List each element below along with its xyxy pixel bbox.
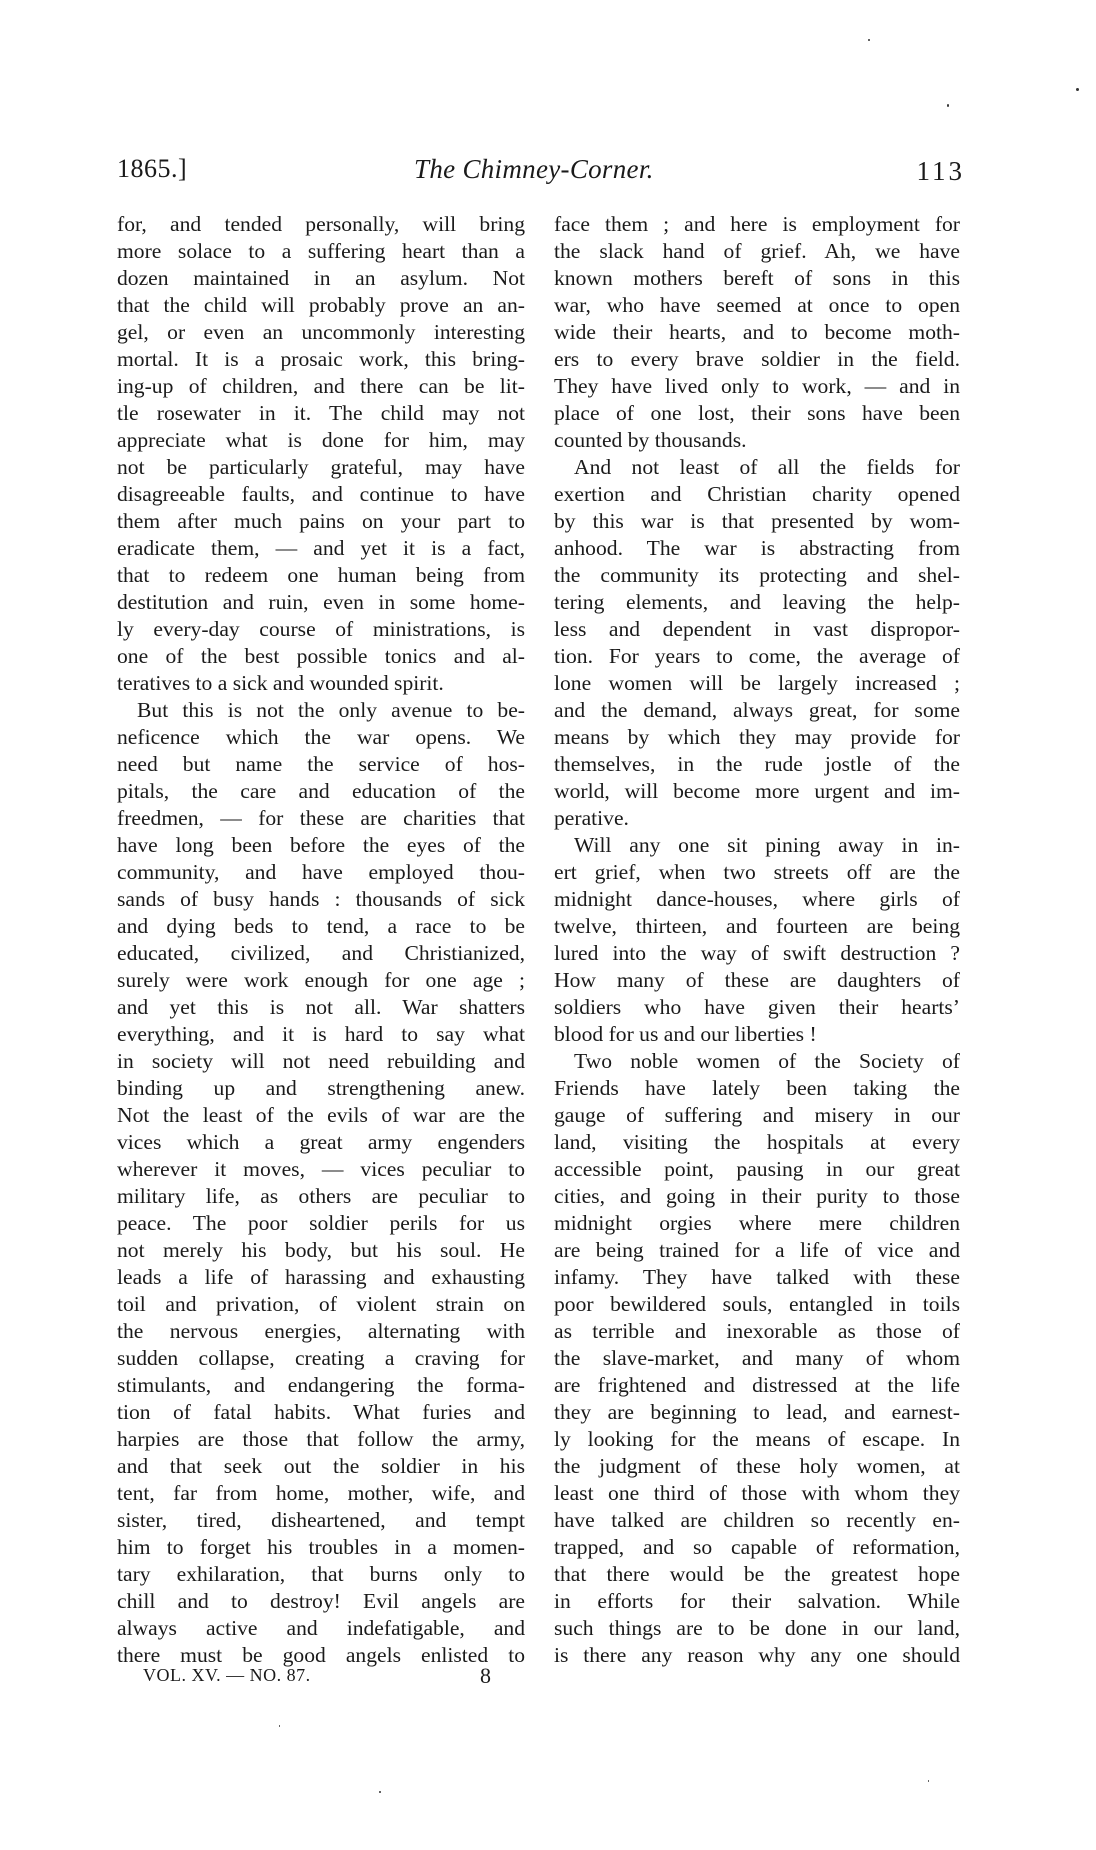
text-line: world, will become more urgent and im-: [554, 779, 960, 803]
text-line: appreciate what is done for him, may: [117, 428, 525, 452]
text-line: teratives to a sick and wounded spirit.: [117, 671, 444, 695]
scan-speck: [868, 39, 870, 41]
text-line: tle rosewater in it. The child may not: [117, 401, 525, 425]
text-line: And not least of all the fields for: [574, 455, 960, 479]
text-line: in efforts for their salvation. While: [554, 1589, 960, 1613]
text-line: mortal. It is a prosaic work, this bring-: [117, 347, 525, 371]
scan-speck: [928, 1780, 929, 1782]
text-line: binding up and strengthening anew.: [117, 1076, 525, 1100]
text-line: pitals, the care and education of the: [117, 779, 525, 803]
text-line: less and dependent in vast dispropor-: [554, 617, 960, 641]
signature-mark: 8: [480, 1663, 491, 1688]
text-line: there must be good angels enlisted to: [117, 1643, 525, 1667]
text-line: sudden collapse, creating a craving for: [117, 1346, 525, 1370]
text-line: tion of fatal habits. What furies and: [117, 1400, 525, 1424]
text-line: are being trained for a life of vice and: [554, 1238, 960, 1262]
text-line: and that seek out the soldier in his: [117, 1454, 525, 1478]
text-line: gel, or even an uncommonly interesting: [117, 320, 525, 344]
text-line: in society will not need rebuilding and: [117, 1049, 525, 1073]
text-line: perative.: [554, 806, 629, 830]
text-line: place of one lost, their sons have been: [554, 401, 960, 425]
text-line: tary exhilaration, that burns only to: [117, 1562, 525, 1586]
text-line: the community its protecting and shel-: [554, 563, 960, 587]
text-line: destitution and ruin, even in some home-: [117, 590, 525, 614]
text-line: Will any one sit pining away in in-: [574, 833, 960, 857]
text-line: anhood. The war is abstracting from: [554, 536, 960, 560]
text-line: ly every-day course of ministrations, is: [117, 617, 525, 641]
left-column: [117, 211, 525, 1669]
text-line: and dying beds to tend, a race to be: [117, 914, 525, 938]
text-line: that to redeem one human being from: [117, 563, 525, 587]
text-line: chill and to destroy! Evil angels are: [117, 1589, 525, 1613]
text-line: wide their hearts, and to become moth-: [554, 320, 960, 344]
text-line: military life, as others are peculiar to: [117, 1184, 525, 1208]
text-line: stimulants, and endangering the forma-: [117, 1373, 525, 1397]
text-line: vices which a great army engenders: [117, 1130, 525, 1154]
text-line: counted by thousands.: [554, 428, 747, 452]
scan-speck: [279, 1725, 280, 1727]
text-line: educated, civilized, and Christianized,: [117, 941, 525, 965]
text-line: eradicate them, — and yet it is a fact,: [117, 536, 525, 560]
text-line: the slack hand of grief. Ah, we have: [554, 239, 960, 263]
text-line: toil and privation, of violent strain on: [117, 1292, 525, 1316]
text-line: harpies are those that follow the army,: [117, 1427, 525, 1451]
text-line: But this is not the only avenue to be-: [137, 698, 525, 722]
text-line: always active and indefatigable, and: [117, 1616, 525, 1640]
text-line: least one third of those with whom they: [554, 1481, 960, 1505]
text-line: tion. For years to come, the average of: [554, 644, 960, 668]
text-line: Two noble women of the Society of: [574, 1049, 960, 1073]
text-line: tent, far from home, mother, wife, and: [117, 1481, 525, 1505]
scan-speck: [947, 104, 949, 107]
text-line: Not the least of the evils of war are the: [117, 1103, 525, 1127]
text-line: ers to every brave soldier in the field.: [554, 347, 960, 371]
scan-speck: [379, 1791, 381, 1793]
text-line: community, and have employed thou-: [117, 860, 525, 884]
text-line: land, visiting the hospitals at every: [554, 1130, 960, 1154]
text-line: need but name the service of hos-: [117, 752, 525, 776]
text-line: such things are to be done in our land,: [554, 1616, 960, 1640]
text-line: trapped, and so capable of reformation,: [554, 1535, 960, 1559]
text-line: the judgment of these holy women, at: [554, 1454, 960, 1478]
text-line: disagreeable faults, and continue to have: [117, 482, 525, 506]
text-line: wherever it moves, — vices peculiar to: [117, 1157, 525, 1181]
text-line: infamy. They have talked with these: [554, 1265, 960, 1289]
text-line: blood for us and our liberties !: [554, 1022, 817, 1046]
text-line: lured into the way of swift destruction ?: [554, 941, 960, 965]
text-line: dozen maintained in an asylum. Not: [117, 266, 525, 290]
right-column: [554, 211, 960, 1669]
text-line: peace. The poor soldier perils for us: [117, 1211, 525, 1235]
text-line: How many of these are daughters of: [554, 968, 960, 992]
running-head: [117, 154, 965, 190]
text-line: themselves, in the rude jostle of the: [554, 752, 960, 776]
running-head-year: 1865.]: [117, 154, 188, 183]
text-line: not merely his body, but his soul. He: [117, 1238, 525, 1262]
text-line: have long been before the eyes of the: [117, 833, 525, 857]
text-line: poor bewildered souls, entangled in toils: [554, 1292, 960, 1316]
text-line: freedmen, — for these are charities that: [117, 806, 525, 830]
text-line: neficence which the war opens. We: [117, 725, 525, 749]
text-line: tering elements, and leaving the help-: [554, 590, 960, 614]
text-line: everything, and it is hard to say what: [117, 1022, 525, 1046]
text-line: ert grief, when two streets off are the: [554, 860, 960, 884]
text-line: They have lived only to work, — and in: [554, 374, 960, 398]
text-line: for, and tended personally, will bring: [117, 212, 525, 236]
signature-line: [143, 1665, 503, 1695]
text-line: accessible point, pausing in our great: [554, 1157, 960, 1181]
text-line: surely were work enough for one age ;: [117, 968, 525, 992]
text-line: are frightened and distressed at the life: [554, 1373, 960, 1397]
text-line: ly looking for the means of escape. In: [554, 1427, 960, 1451]
text-line: midnight orgies where mere children: [554, 1211, 960, 1235]
text-line: sister, tired, disheartened, and tempt: [117, 1508, 525, 1532]
text-line: ing-up of children, and there can be lit-: [117, 374, 525, 398]
text-line: gauge of suffering and misery in our: [554, 1103, 960, 1127]
text-line: more solace to a suffering heart than a: [117, 239, 525, 263]
text-line: they are beginning to lead, and earnest-: [554, 1400, 960, 1424]
text-line: that the child will probably prove an an-: [117, 293, 525, 317]
text-line: the slave-market, and many of whom: [554, 1346, 960, 1370]
text-line: means by which they may provide for: [554, 725, 960, 749]
text-line: exertion and Christian charity opened: [554, 482, 960, 506]
text-line: them after much pains on your part to: [117, 509, 525, 533]
text-line: and the demand, always great, for some: [554, 698, 960, 722]
text-line: Friends have lately been taking the: [554, 1076, 960, 1100]
text-line: have talked are children so recently en-: [554, 1508, 960, 1532]
text-line: soldiers who have given their hearts’: [554, 995, 960, 1019]
text-line: him to forget his troubles in a momen-: [117, 1535, 525, 1559]
text-line: sands of busy hands : thousands of sick: [117, 887, 525, 911]
text-line: face them ; and here is employment for: [554, 212, 960, 236]
scan-speck: [1076, 88, 1079, 91]
text-line: twelve, thirteen, and fourteen are being: [554, 914, 960, 938]
page-number: 113: [916, 156, 965, 186]
text-line: leads a life of harassing and exhausting: [117, 1265, 525, 1289]
text-line: cities, and going in their purity to those: [554, 1184, 960, 1208]
text-line: as terrible and inexorable as those of: [554, 1319, 960, 1343]
text-line: that there would be the greatest hope: [554, 1562, 960, 1586]
volume-number: VOL. XV. — NO. 87.: [143, 1665, 311, 1685]
text-line: and yet this is not all. War shatters: [117, 995, 525, 1019]
running-head-title: The Chimney-Corner.: [414, 154, 654, 184]
text-line: war, who have seemed at once to open: [554, 293, 960, 317]
text-line: known mothers bereft of sons in this: [554, 266, 960, 290]
text-line: one of the best possible tonics and al-: [117, 644, 525, 668]
text-line: lone women will be largely increased ;: [554, 671, 960, 695]
text-line: midnight dance-houses, where girls of: [554, 887, 960, 911]
text-line: not be particularly grateful, may have: [117, 455, 525, 479]
text-line: by this war is that presented by wom-: [554, 509, 960, 533]
text-line: is there any reason why any one should: [554, 1643, 960, 1667]
text-line: the nervous energies, alternating with: [117, 1319, 525, 1343]
